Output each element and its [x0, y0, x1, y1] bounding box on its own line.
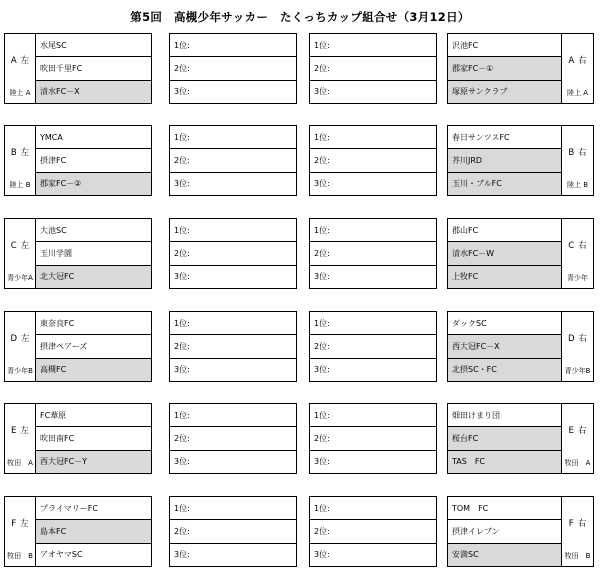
group-letter: F [11, 519, 17, 529]
group-letter: B [568, 148, 575, 158]
group-letter: D [567, 334, 575, 344]
left-block [4, 496, 152, 567]
left-block [4, 311, 152, 382]
rank-cell: 3位: [170, 358, 297, 381]
team-cell: 桜台FC [448, 427, 562, 450]
venue-label: 青少年A [7, 274, 33, 282]
right-block [447, 496, 594, 567]
rank-block [309, 311, 437, 382]
side-text: 右 [578, 241, 587, 251]
venue-label: 陸上 A [9, 89, 31, 97]
venue-label: 牧田 B [7, 552, 33, 560]
rank-cell: 2位: [310, 242, 437, 265]
rank-cell: 3位: [310, 172, 437, 195]
side-text: 左 [20, 148, 30, 158]
team-cell: 郡家FC－② [36, 172, 152, 195]
group-a [4, 33, 594, 104]
left-block [4, 33, 152, 104]
side-label-cell [5, 404, 36, 474]
side-text: 右 [578, 56, 587, 66]
venue-label: 牧田 A [564, 459, 591, 467]
team-cell: 西大冠FC－X [448, 335, 562, 358]
team-cell: 摂津イレブン [448, 520, 562, 543]
side-text: 左 [20, 426, 29, 436]
venue-label: 陸上 B [9, 181, 31, 189]
group-letter: A [568, 56, 575, 66]
venue-label: 青少年B [564, 367, 591, 375]
side-text: 左 [21, 334, 30, 344]
team-cell: プライマリーFC [36, 497, 152, 520]
rank-cell: 3位: [170, 265, 297, 288]
team-cell: 清水FC－W [448, 242, 562, 265]
venue-label: 牧田 B [564, 552, 591, 560]
right-block [447, 403, 594, 474]
team-cell: 沢池FC [448, 34, 562, 57]
team-cell: 東奈良FC [36, 312, 152, 335]
rank-cell: 2位: [170, 335, 297, 358]
rank-cell: 3位: [310, 450, 437, 473]
team-cell: 吹田千里FC [36, 57, 152, 80]
rank-cell: 3位: [310, 358, 437, 381]
team-cell: 北摂SC・FC [448, 358, 562, 381]
team-cell: 塚原サンクラブ [448, 80, 562, 103]
rank-block [169, 496, 297, 567]
rank-cell: 1位: [310, 219, 437, 242]
rank-block [309, 218, 437, 289]
rank-cell: 1位: [310, 126, 437, 149]
rank-cell: 3位: [170, 543, 297, 566]
side-text: 右 [578, 334, 588, 344]
rank-cell: 3位: [170, 450, 297, 473]
rank-cell: 2位: [170, 520, 297, 543]
team-cell: FC葦原 [36, 404, 152, 427]
side-text: 右 [578, 148, 587, 158]
side-label-cell [5, 219, 36, 289]
right-block [447, 311, 594, 382]
team-cell: YMCA [36, 126, 152, 149]
right-block [447, 218, 594, 289]
rank-cell: 1位: [170, 34, 297, 57]
team-cell: アオヤマSC [36, 543, 152, 566]
side-label-cell [5, 312, 36, 382]
team-cell: 芥川JRD [448, 149, 562, 172]
side-text: 右 [577, 519, 587, 529]
group-letter: C [10, 241, 17, 251]
rank-cell: 3位: [170, 80, 297, 103]
team-cell: 畑田けまり団 [448, 404, 562, 427]
group-b [4, 125, 594, 196]
team-cell: 高槻FC [36, 358, 152, 381]
group-letter: E [568, 426, 574, 436]
right-block [447, 125, 594, 196]
team-cell: 島本FC [36, 520, 152, 543]
rank-cell: 1位: [170, 126, 297, 149]
venue-label: 陸上 A [566, 89, 588, 97]
side-label-cell [5, 34, 36, 104]
rank-cell: 1位: [170, 404, 297, 427]
group-f [4, 496, 594, 567]
left-block [4, 125, 152, 196]
side-text: 左 [20, 56, 30, 66]
left-block [4, 218, 152, 289]
venue-label: 青少年 [567, 274, 588, 282]
rank-cell: 2位: [310, 520, 437, 543]
team-cell: 吹田南FC [36, 427, 152, 450]
team-cell: 郡家FC－① [448, 57, 562, 80]
group-letter: C [568, 241, 575, 251]
rank-block [169, 125, 297, 196]
rank-cell: 3位: [310, 265, 437, 288]
left-block [4, 403, 152, 474]
side-label-cell [5, 126, 36, 196]
rank-cell: 2位: [310, 335, 437, 358]
side-label-cell [562, 34, 594, 104]
rank-cell: 2位: [170, 57, 297, 80]
side-label-cell [562, 404, 594, 474]
team-cell: 清水FC－X [36, 80, 152, 103]
venue-label: 陸上 B [566, 181, 589, 189]
team-cell: 玉川学園 [36, 242, 152, 265]
team-cell: 安満SC [448, 543, 562, 566]
page-title: 第5回 高槻少年サッカー たくっちカップ組合せ（3月12日） [130, 10, 470, 24]
rank-block [309, 33, 437, 104]
rank-block [169, 33, 297, 104]
team-cell: 春日サンツスFC [448, 126, 562, 149]
rank-cell: 2位: [170, 242, 297, 265]
rank-cell: 2位: [170, 149, 297, 172]
rank-cell: 1位: [310, 34, 437, 57]
side-text: 左 [20, 519, 29, 529]
side-text: 左 [20, 241, 30, 251]
team-cell: 摂津ペアーズ [36, 335, 152, 358]
rank-block [309, 496, 437, 567]
rank-cell: 3位: [310, 543, 437, 566]
team-cell: 北大冠FC [36, 265, 152, 288]
team-cell: ダックSC [448, 312, 562, 335]
rank-cell: 1位: [310, 312, 437, 335]
rank-block [169, 403, 297, 474]
team-cell: TOM FC [448, 497, 562, 520]
group-letter: D [10, 334, 18, 344]
group-letter: B [10, 148, 17, 158]
group-letter: F [568, 519, 574, 529]
rank-cell: 1位: [170, 219, 297, 242]
side-label-cell [562, 126, 594, 196]
rank-cell: 3位: [310, 80, 437, 103]
group-letter: A [10, 56, 17, 66]
group-letter: E [11, 426, 17, 436]
team-cell: 摂津FC [36, 149, 152, 172]
rank-cell: 2位: [310, 149, 437, 172]
team-cell: 玉川・ブルFC [448, 172, 562, 195]
rank-cell: 2位: [310, 427, 437, 450]
venue-label: 青少年B [7, 367, 33, 375]
rank-cell: 1位: [170, 312, 297, 335]
side-label-cell [5, 497, 36, 567]
right-block [447, 33, 594, 104]
group-c [4, 218, 594, 289]
side-label-cell [562, 497, 594, 567]
rank-block [309, 403, 437, 474]
team-cell: 西大冠FC－Y [36, 450, 152, 473]
rank-cell: 1位: [170, 497, 297, 520]
group-d [4, 311, 594, 382]
side-label-cell [562, 219, 594, 289]
venue-label: 牧田 A [7, 459, 33, 467]
rank-cell: 3位: [170, 172, 297, 195]
team-cell: TAS FC [448, 450, 562, 473]
rank-cell: 2位: [170, 427, 297, 450]
team-cell: 水尾SC [36, 34, 152, 57]
side-text: 右 [577, 426, 587, 436]
rank-block [169, 218, 297, 289]
team-cell: 上牧FC [448, 265, 562, 288]
rank-block [169, 311, 297, 382]
rank-block [309, 125, 437, 196]
team-cell: 郡山FC [448, 219, 562, 242]
side-label-cell [562, 312, 594, 382]
team-cell: 大池SC [36, 219, 152, 242]
rank-cell: 2位: [310, 57, 437, 80]
group-e [4, 403, 594, 474]
rank-cell: 1位: [310, 497, 437, 520]
rank-cell: 1位: [310, 404, 437, 427]
